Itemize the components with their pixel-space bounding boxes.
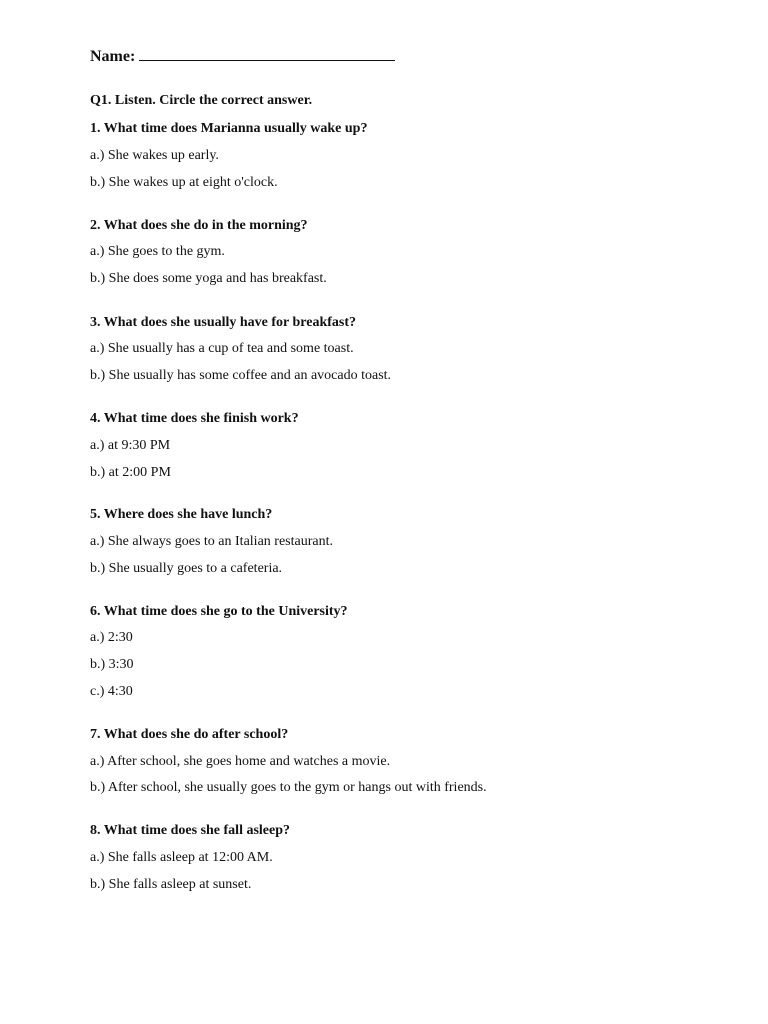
question-8-option-b[interactable]: b.) She falls asleep at sunset.	[90, 877, 252, 892]
question-5-option-b[interactable]: b.) She usually goes to a cafeteria.	[90, 561, 283, 576]
question-3-option-b[interactable]: b.) She usually has some coffee and an avocado toast.	[90, 368, 392, 383]
question-2: 2. What does she do in the morning?	[90, 218, 308, 233]
instruction-heading: Q1. Listen. Circle the correct answer.	[90, 93, 313, 108]
question-6-option-c[interactable]: c.) 4:30	[90, 684, 133, 699]
question-5: 5. Where does she have lunch?	[90, 507, 273, 522]
question-6-option-a[interactable]: a.) 2:30	[90, 630, 133, 645]
question-7: 7. What does she do after school?	[90, 727, 289, 742]
question-3-option-a[interactable]: a.) She usually has a cup of tea and some toast.	[90, 341, 354, 356]
question-6-option-b[interactable]: b.) 3:30	[90, 657, 134, 672]
question-7-option-a[interactable]: a.) After school, she goes home and watches a movie.	[90, 754, 391, 769]
question-1: 1. What time does Marianna usually wake up?	[90, 121, 368, 136]
name-field	[90, 46, 395, 66]
question-8: 8. What time does she fall asleep?	[90, 823, 291, 838]
name-label: Name:	[90, 48, 136, 65]
question-4: 4. What time does she finish work?	[90, 411, 299, 426]
question-1-option-b[interactable]: b.) She wakes up at eight o'clock.	[90, 175, 278, 190]
name-blank-line[interactable]	[139, 46, 395, 61]
question-8-option-a[interactable]: a.) She falls asleep at 12:00 AM.	[90, 850, 273, 865]
question-3: 3. What does she usually have for breakfast?	[90, 315, 357, 330]
question-2-option-b[interactable]: b.) She does some yoga and has breakfast.	[90, 271, 327, 286]
question-1-option-a[interactable]: a.) She wakes up early.	[90, 148, 219, 163]
question-4-option-b[interactable]: b.) at 2:00 PM	[90, 465, 171, 480]
question-5-option-a[interactable]: a.) She always goes to an Italian restaurant.	[90, 534, 333, 549]
question-6: 6. What time does she go to the University?	[90, 604, 348, 619]
question-2-option-a[interactable]: a.) She goes to the gym.	[90, 244, 225, 259]
question-4-option-a[interactable]: a.) at 9:30 PM	[90, 438, 171, 453]
question-7-option-b[interactable]: b.) After school, she usually goes to the gym or hangs out with friends.	[90, 780, 487, 795]
